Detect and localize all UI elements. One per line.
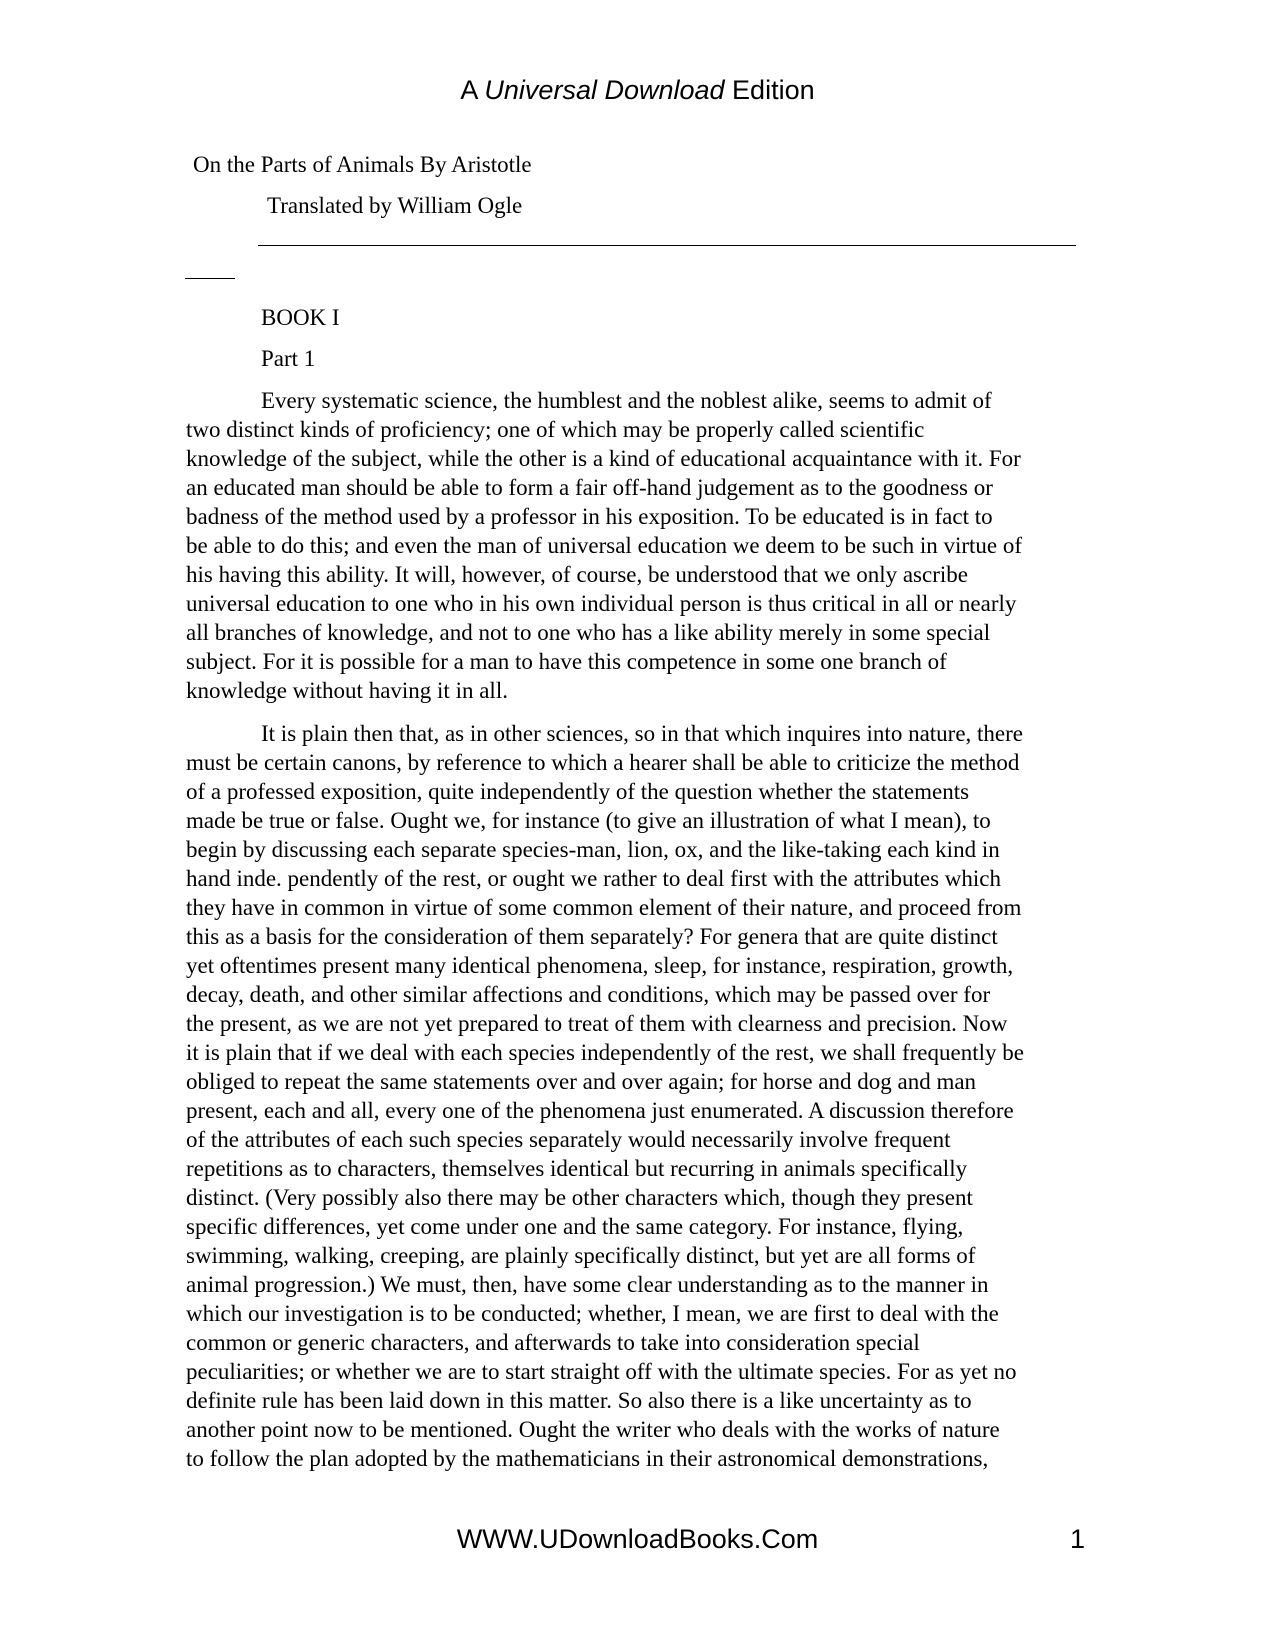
paragraph-line: it is plain that if we deal with each species independently of the rest, we shall frequently be xyxy=(186,1040,1024,1065)
horizontal-rule xyxy=(258,245,1076,246)
page-number: 1 xyxy=(1069,1524,1085,1554)
paragraph-line: definite rule has been laid down in this matter. So also there is a like uncertainty as to xyxy=(186,1388,972,1413)
paragraph-line: repetitions as to characters, themselves identical but recurring in animals specifically xyxy=(186,1156,968,1181)
paragraph-line: the present, as we are not yet prepared to treat of them with clearness and precision. Now xyxy=(186,1011,1008,1036)
paragraph-line: It is plain then that, as in other sciences, so in that which inquires into nature, there xyxy=(261,721,1023,746)
paragraph-line: subject. For it is possible for a man to have this competence in some one branch of xyxy=(186,649,947,674)
paragraph-line: of the attributes of each such species separately would necessarily involve frequent xyxy=(186,1127,951,1152)
paragraph-line: knowledge without having it in all. xyxy=(186,678,508,703)
paragraph-line: they have in common in virtue of some common element of their nature, and proceed from xyxy=(186,895,1022,920)
paragraph-line: must be certain canons, by reference to which a hearer shall be able to criticize the method xyxy=(186,750,1020,775)
book-title: On the Parts of Animals By Aristotle xyxy=(193,152,532,177)
book-heading: BOOK I xyxy=(261,305,340,330)
paragraph-line: made be true or false. Ought we, for instance (to give an illustration of what I mean), to xyxy=(186,808,991,833)
paragraph-line: universal education to one who in his own individual person is thus critical in all or nearly xyxy=(186,591,1017,616)
paragraph-line: distinct. (Very possibly also there may be other characters which, though they present xyxy=(186,1185,973,1210)
paragraph-line: animal progression.) We must, then, have some clear understanding as to the manner in xyxy=(186,1272,989,1297)
part-heading: Part 1 xyxy=(261,346,316,371)
paragraph-line: this as a basis for the consideration of them separately? For genera that are quite distinct xyxy=(186,924,998,949)
paragraph-line: two distinct kinds of proficiency; one of which may be properly called scientific xyxy=(186,417,925,442)
paragraph-line: another point now to be mentioned. Ought the writer who deals with the works of nature xyxy=(186,1417,1000,1442)
paragraph-line: swimming, walking, creeping, are plainly specifically distinct, but yet are all forms of xyxy=(186,1243,976,1268)
paragraph-line: common or generic characters, and afterwards to take into consideration special xyxy=(186,1330,920,1355)
header-italic: Universal Download xyxy=(484,75,725,105)
paragraph-line: badness of the method used by a professor in his exposition. To be educated is in fact to xyxy=(186,504,993,529)
paragraph-line: be able to do this; and even the man of universal education we deem to be such in virtue of xyxy=(186,533,1023,558)
paragraph-line: Every systematic science, the humblest and the noblest alike, seems to admit of xyxy=(261,388,992,413)
paragraph-line: of a professed exposition, quite independently of the question whether the statements xyxy=(186,779,970,804)
paragraph-line: present, each and all, every one of the phenomena just enumerated. A discussion therefore xyxy=(186,1098,1014,1123)
horizontal-rule-continuation xyxy=(185,278,235,279)
paragraph-line: knowledge of the subject, while the other is a kind of educational acquaintance with it. For xyxy=(186,446,1021,471)
paragraph-1 xyxy=(186,386,1086,705)
paragraph-line: to follow the plan adopted by the mathematicians in their astronomical demonstrations, xyxy=(186,1446,989,1471)
paragraph-line: hand inde. pendently of the rest, or ought we rather to deal first with the attributes which xyxy=(186,866,1001,891)
paragraph-line: all branches of knowledge, and not to one who has a like ability merely in some special xyxy=(186,620,991,645)
paragraph-line: yet oftentimes present many identical phenomena, sleep, for instance, respiration, growth, xyxy=(186,953,1014,978)
paragraph-line: peculiarities; or whether we are to start straight off with the ultimate species. For as yet no xyxy=(186,1359,1017,1384)
paragraph-line: which our investigation is to be conducted; whether, I mean, we are first to deal with the xyxy=(186,1301,999,1326)
translator-line: Translated by William Ogle xyxy=(267,193,523,218)
paragraph-line: an educated man should be able to form a fair off-hand judgement as to the goodness or xyxy=(186,475,993,500)
header-suffix: Edition xyxy=(724,75,815,105)
paragraph-2 xyxy=(186,719,1086,1473)
footer-website: WWW.UDownloadBooks.Com xyxy=(456,1524,819,1554)
paragraph-line: obliged to repeat the same statements over and over again; for horse and dog and man xyxy=(186,1069,977,1094)
paragraph-line: his having this ability. It will, however, of course, be understood that we only ascribe xyxy=(186,562,968,587)
paragraph-line: specific differences, yet come under one and the same category. For instance, flying, xyxy=(186,1214,964,1239)
edition-header xyxy=(0,72,1275,108)
paragraph-line: begin by discussing each separate species-man, lion, ox, and the like-taking each kind in xyxy=(186,837,1000,862)
header-prefix: A xyxy=(460,75,485,105)
paragraph-line: decay, death, and other similar affections and conditions, which may be passed over for xyxy=(186,982,991,1007)
